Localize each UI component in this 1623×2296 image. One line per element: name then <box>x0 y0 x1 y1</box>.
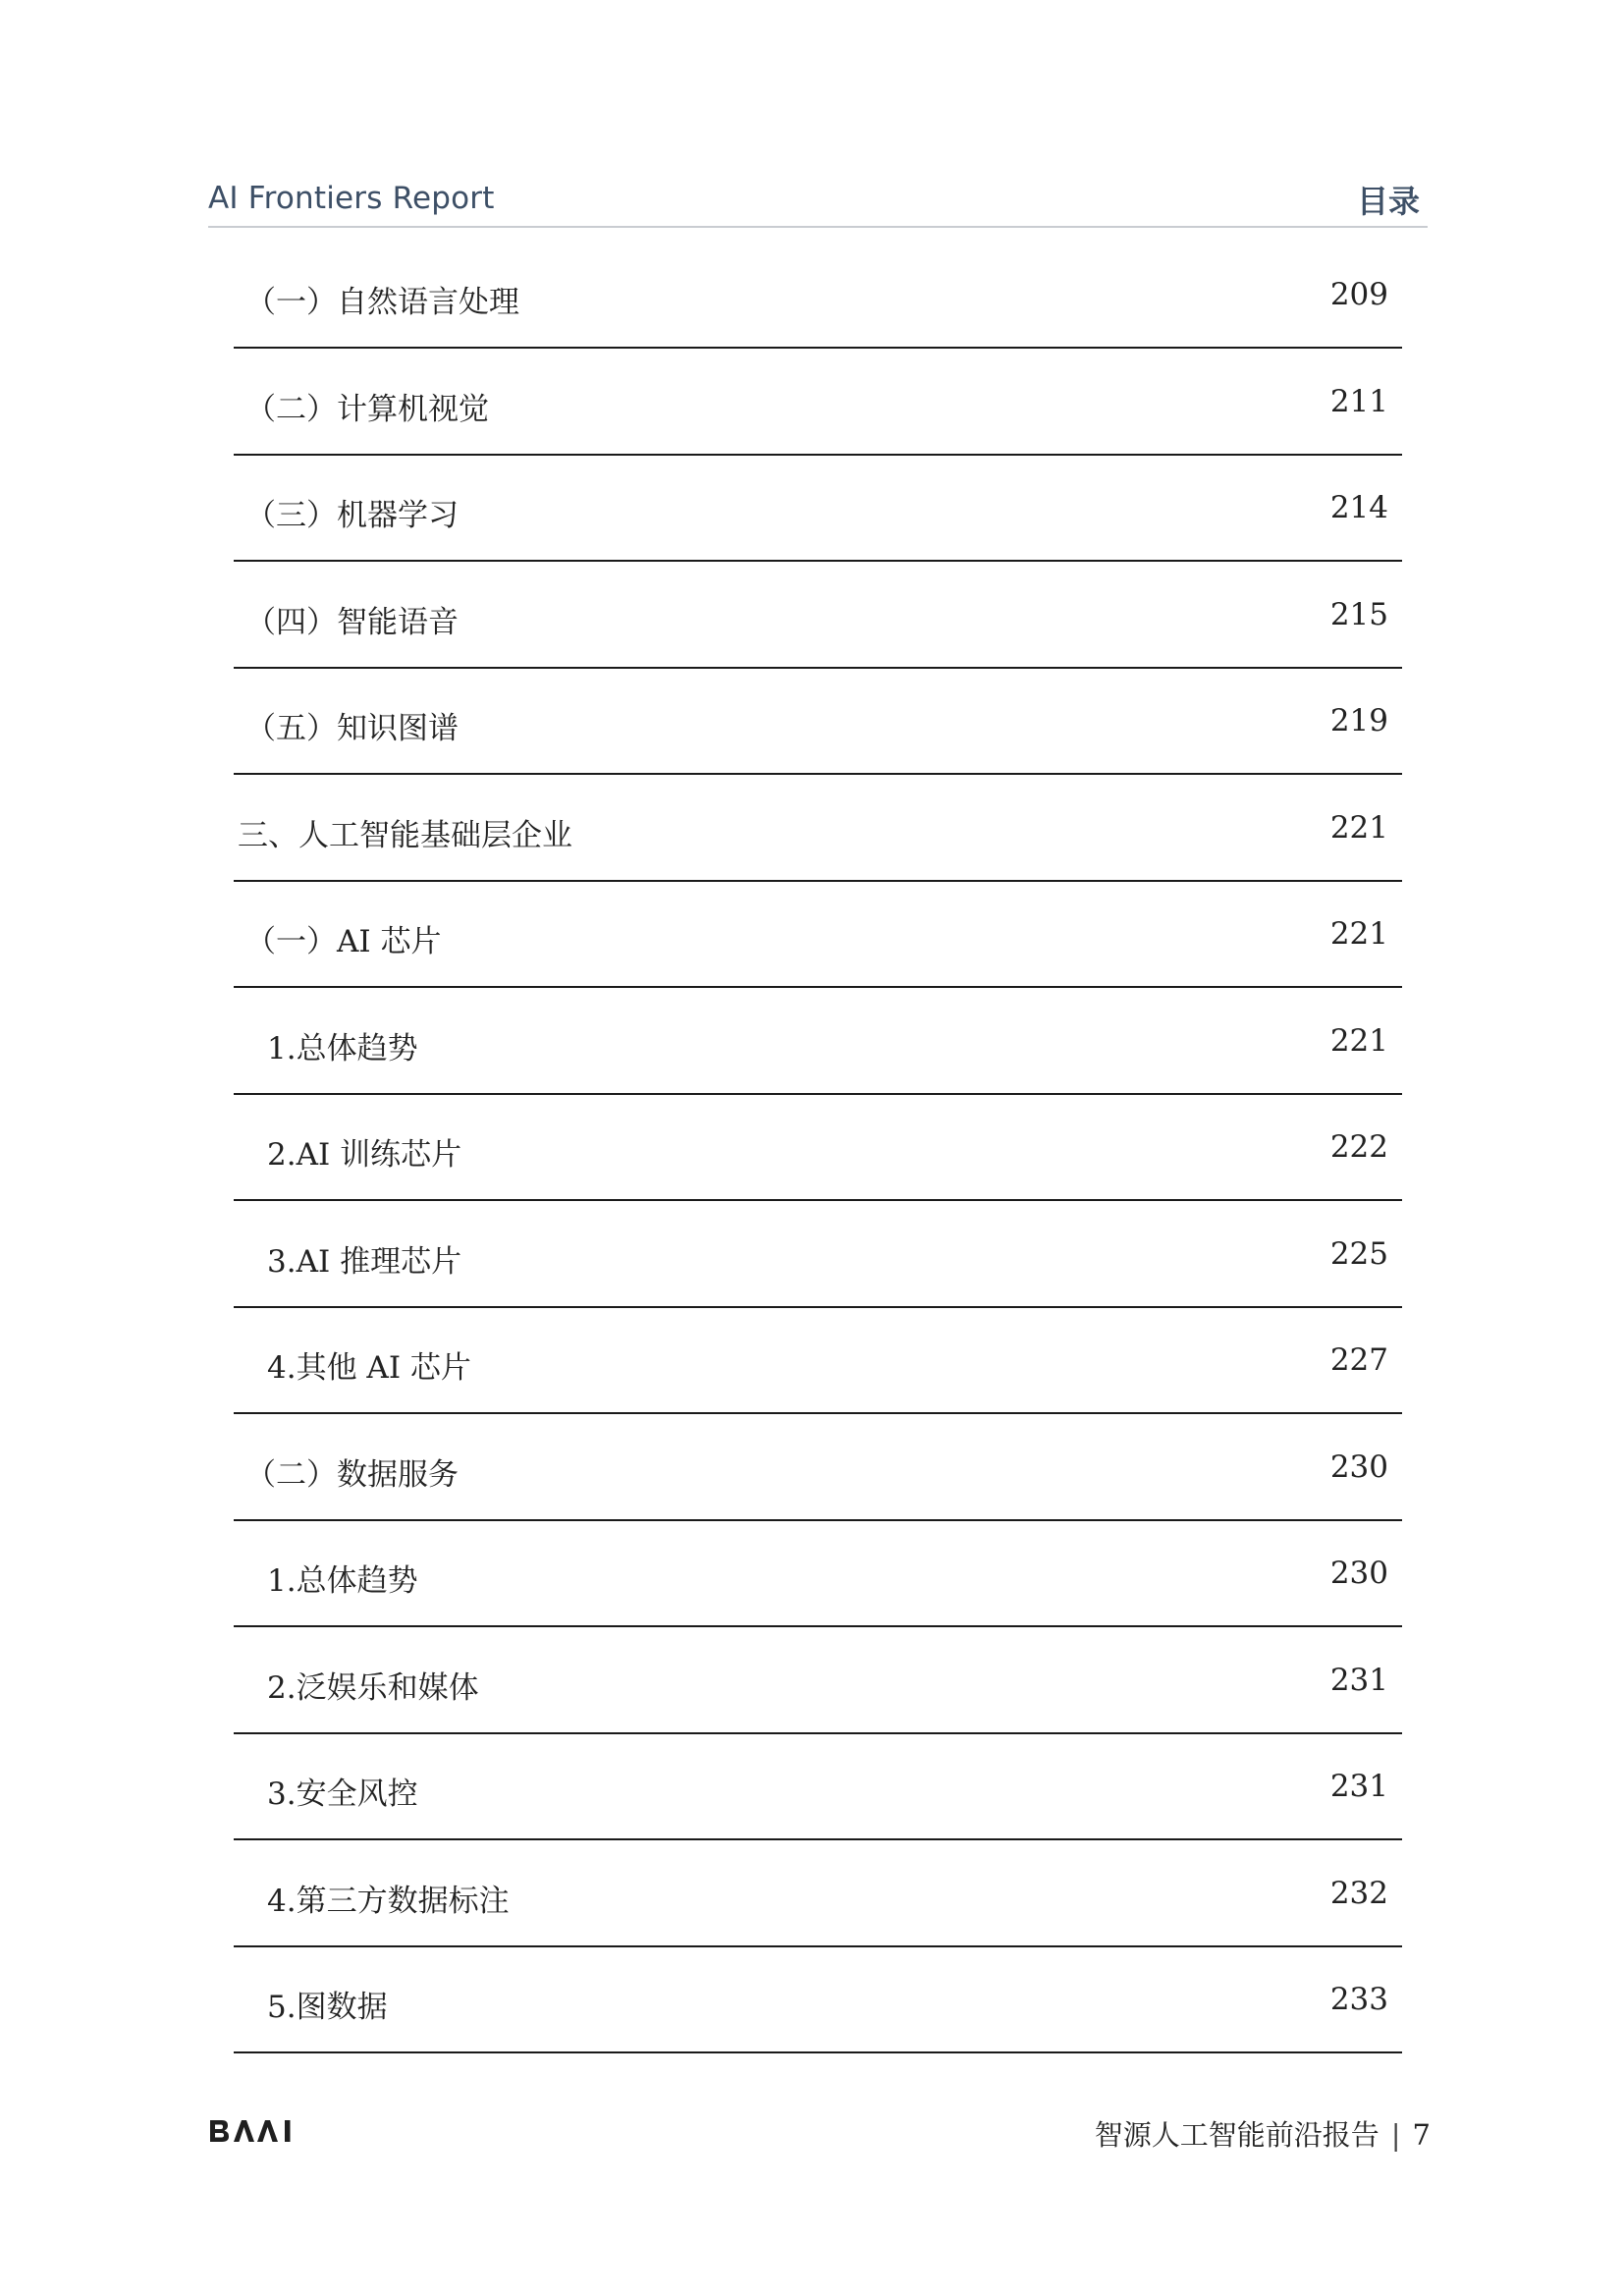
toc-entry-page: 221 <box>1329 809 1388 846</box>
toc-row[interactable] <box>234 1629 1402 1734</box>
toc-entry-page: 233 <box>1329 1982 1388 2017</box>
page-number: 7 <box>1412 2118 1431 2152</box>
toc-row[interactable] <box>234 670 1402 775</box>
toc-row[interactable] <box>234 1416 1402 1521</box>
toc-row[interactable] <box>234 457 1402 562</box>
toc-row[interactable] <box>234 1735 1402 1840</box>
toc-entry-label: （一）AI 芯片 <box>245 924 442 959</box>
toc-row[interactable] <box>234 1203 1402 1308</box>
toc-entry-label: （一）自然语言处理 <box>245 285 519 320</box>
toc-row[interactable] <box>234 1948 1402 2053</box>
toc-entry-label: 2.泛娱乐和媒体 <box>267 1669 479 1706</box>
toc-entry-label: 1.总体趋势 <box>267 1563 418 1599</box>
toc-row[interactable] <box>234 1096 1402 1201</box>
page-header <box>208 175 1428 228</box>
toc-row[interactable] <box>234 1522 1402 1627</box>
table-of-contents <box>234 244 1402 2055</box>
toc-entry-label: 4.第三方数据标注 <box>267 1883 510 1919</box>
toc-entry-page: 219 <box>1329 703 1388 738</box>
toc-row[interactable] <box>234 244 1402 349</box>
toc-entry-page: 230 <box>1329 1449 1388 1485</box>
toc-entry-page: 225 <box>1329 1235 1388 1272</box>
footer-separator: | <box>1390 2118 1401 2152</box>
baai-logo-icon <box>208 2118 302 2144</box>
toc-entry-label: （三）机器学习 <box>245 498 459 533</box>
toc-entry-label: （四）智能语音 <box>245 604 459 640</box>
toc-entry-label: 2.AI 训练芯片 <box>267 1137 462 1173</box>
toc-entry-page: 214 <box>1329 490 1388 525</box>
footer-report-name: 智源人工智能前沿报告 <box>1094 2118 1380 2152</box>
toc-entry-page: 221 <box>1329 1022 1388 1059</box>
toc-row[interactable] <box>234 777 1402 882</box>
toc-entry-page: 232 <box>1329 1875 1388 1911</box>
toc-entry-page: 215 <box>1329 596 1388 632</box>
toc-row[interactable] <box>234 1309 1402 1414</box>
toc-entry-label: （二）数据服务 <box>245 1456 459 1493</box>
toc-entry-label: （五）知识图谱 <box>245 711 459 746</box>
toc-row[interactable] <box>234 564 1402 669</box>
report-title: AI Frontiers Report <box>208 181 495 216</box>
toc-row[interactable] <box>234 990 1402 1095</box>
toc-entry-page: 231 <box>1329 1662 1388 1698</box>
toc-entry-page: 211 <box>1329 383 1388 419</box>
baai-logo <box>208 2116 302 2146</box>
toc-entry-page: 231 <box>1329 1769 1388 1804</box>
toc-entry-label: 4.其他 AI 芯片 <box>267 1350 471 1386</box>
toc-entry-label: 三、人工智能基础层企业 <box>238 817 572 853</box>
toc-entry-label: 1.总体趋势 <box>267 1030 418 1066</box>
toc-entry-label: 5.图数据 <box>267 1990 388 2025</box>
toc-entry-page: 222 <box>1329 1129 1388 1165</box>
toc-entry-label: （二）计算机视觉 <box>245 391 489 427</box>
toc-row[interactable] <box>234 1842 1402 1947</box>
page-footer <box>1095 2113 1431 2154</box>
toc-row[interactable] <box>234 883 1402 988</box>
toc-entry-label: 3.AI 推理芯片 <box>267 1243 462 1280</box>
toc-entry-page: 230 <box>1329 1556 1388 1591</box>
toc-entry-page: 227 <box>1329 1342 1388 1378</box>
toc-entry-page: 209 <box>1329 277 1388 312</box>
toc-row[interactable] <box>234 351 1402 456</box>
toc-entry-page: 221 <box>1329 916 1388 952</box>
section-title: 目录 <box>1356 183 1420 220</box>
toc-entry-label: 3.安全风控 <box>267 1777 418 1812</box>
